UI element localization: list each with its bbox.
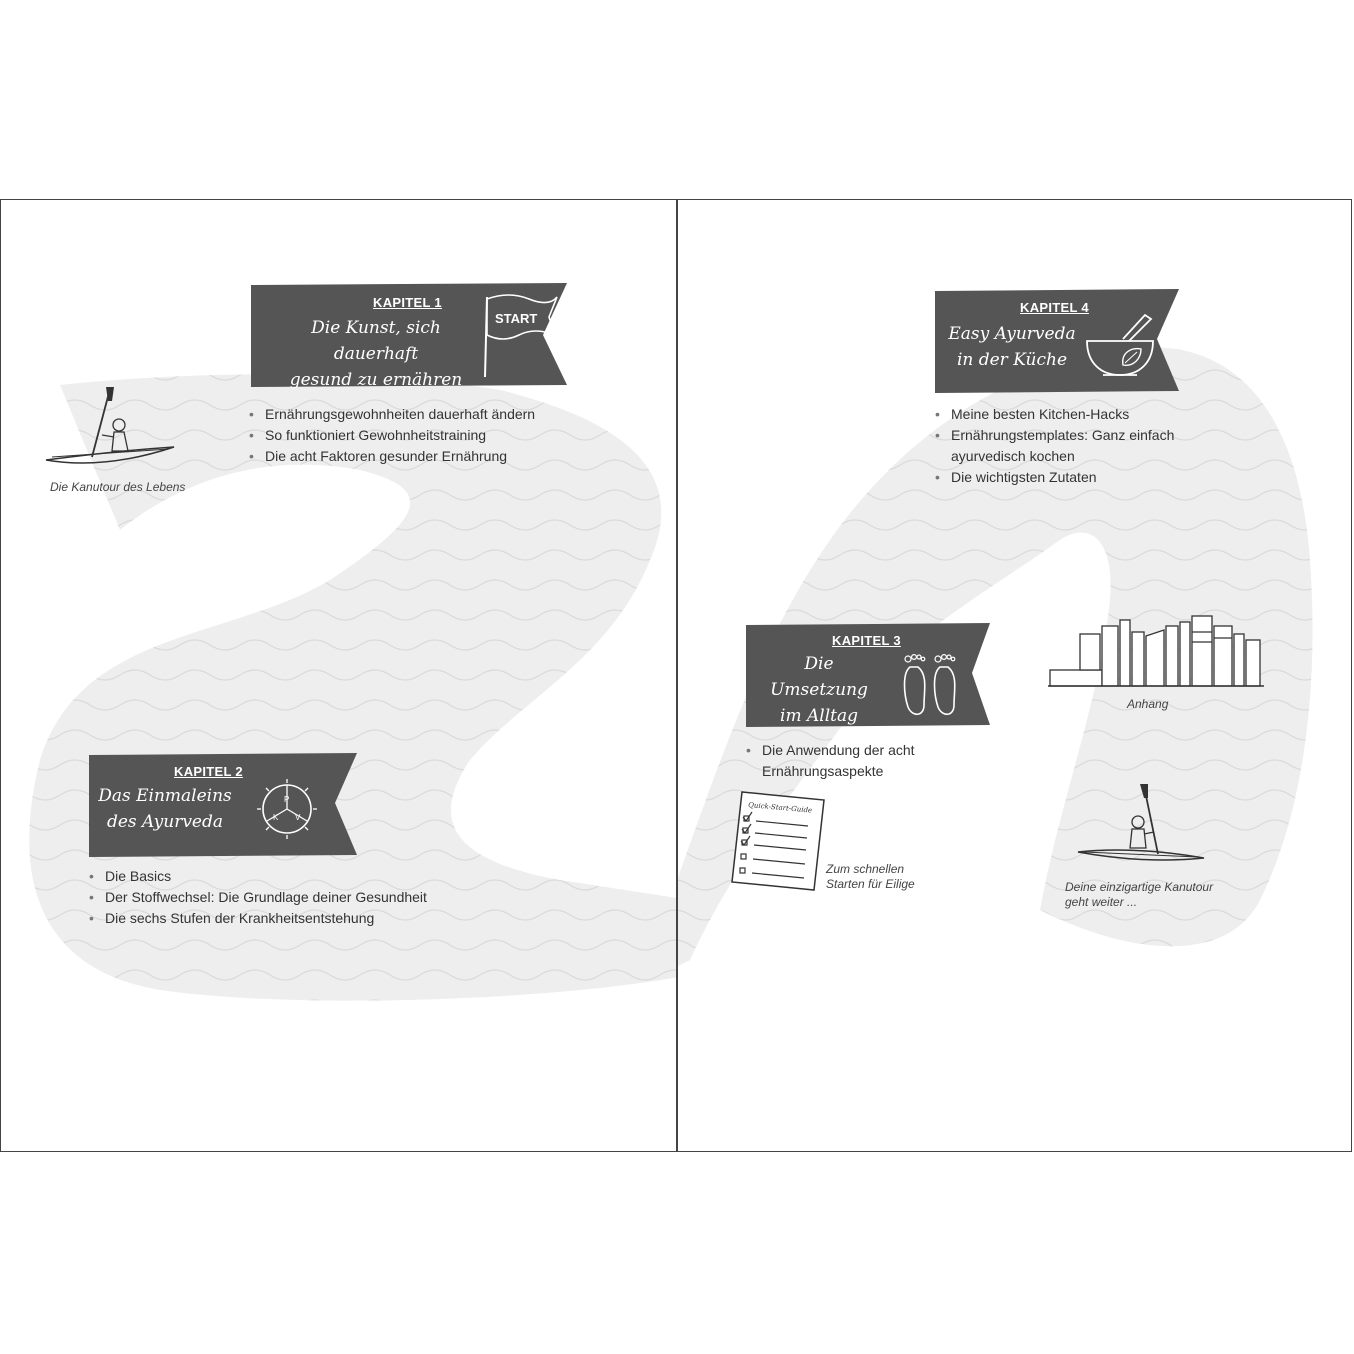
chapter-2-title-line1: Das Einmaleins bbox=[98, 786, 232, 806]
list-item: • Die acht Faktoren gesunder Ernährung bbox=[265, 446, 535, 467]
list-item: • Ernährungstemplates: Ganz einfach bbox=[951, 425, 1174, 446]
dosha-letter-v: V bbox=[295, 813, 301, 822]
chapter-1-banner bbox=[251, 283, 569, 390]
start-flag-icon bbox=[479, 291, 559, 379]
list-item: • Die Anwendung der acht bbox=[762, 740, 915, 761]
chapter-2-banner bbox=[89, 753, 359, 857]
caption-kanutour-end-line2: geht weiter ... bbox=[1065, 895, 1138, 909]
chapter-4-label: KAPITEL 4 bbox=[1020, 300, 1089, 315]
chapter-2-label: KAPITEL 2 bbox=[174, 764, 243, 779]
page-divider bbox=[676, 199, 678, 1152]
chapter-2-title-line2: des Ayurveda bbox=[106, 812, 224, 832]
kayak-icon bbox=[44, 385, 179, 475]
chapter-3-title bbox=[754, 651, 884, 729]
caption-kanutour-start: Die Kanutour des Lebens bbox=[50, 480, 186, 494]
chapter-2-points bbox=[89, 866, 427, 929]
chapter-4-title-line2: in der Küche bbox=[956, 350, 1068, 370]
start-flag-text: START bbox=[495, 311, 538, 326]
books-icon bbox=[1048, 612, 1266, 690]
chapter-1-title-line2: gesund zu ernähren bbox=[289, 370, 463, 390]
footprints-icon bbox=[900, 651, 964, 719]
chapter-4-points bbox=[935, 404, 1174, 488]
dosha-letter-k: K bbox=[273, 813, 279, 822]
caption-kanutour-end bbox=[1065, 880, 1213, 910]
chapter-1-title bbox=[271, 315, 481, 393]
chapter-3-points bbox=[746, 740, 915, 782]
list-item: • Ernährungsgewohnheiten dauerhaft ändern bbox=[265, 404, 535, 425]
chapter-3-title-line2: im Alltag bbox=[780, 706, 858, 726]
list-item: • So funktioniert Gewohnheitstraining bbox=[265, 425, 535, 446]
chapter-4-title-line1: Easy Ayurveda bbox=[948, 324, 1076, 344]
caption-quickstart-line2: Starten für Eilige bbox=[826, 877, 915, 891]
kayak-end-icon bbox=[1074, 782, 1209, 872]
dosha-letter-p: P bbox=[284, 795, 290, 804]
quickstart-title: Quick-Start-Guide bbox=[747, 801, 813, 815]
list-item: • Die wichtigsten Zutaten bbox=[951, 467, 1174, 488]
list-item: • Meine besten Kitchen-Hacks bbox=[951, 404, 1174, 425]
chapter-3-banner bbox=[746, 623, 992, 727]
chapter-3-title-line1: Die Umsetzung bbox=[770, 654, 868, 700]
chapter-1-title-line1: Die Kunst, sich dauerhaft bbox=[311, 318, 441, 364]
chapter-3-label: KAPITEL 3 bbox=[832, 633, 901, 648]
list-item-continuation: Ernährungsaspekte bbox=[762, 763, 884, 779]
checklist-icon bbox=[728, 790, 826, 892]
list-item: • Der Stoffwechsel: Die Grundlage deiner Gesundheit bbox=[105, 887, 427, 908]
caption-kanutour-end-line1: Deine einzigartige Kanutour bbox=[1065, 880, 1214, 894]
caption-quickstart-line1: Zum schnellen bbox=[826, 862, 905, 876]
chapter-4-title bbox=[947, 321, 1077, 373]
mortar-icon bbox=[1083, 311, 1157, 381]
chapter-1-label: KAPITEL 1 bbox=[373, 295, 442, 310]
chapter-1-points bbox=[249, 404, 535, 467]
list-item: • Die sechs Stufen der Krankheitsentstehung bbox=[105, 908, 427, 929]
caption-quickstart bbox=[826, 862, 915, 892]
chapter-4-banner bbox=[935, 289, 1181, 393]
chapter-2-title bbox=[95, 783, 235, 835]
list-item-continuation: ayurvedisch kochen bbox=[951, 448, 1075, 464]
caption-anhang: Anhang bbox=[1127, 697, 1169, 711]
dosha-compass-icon bbox=[255, 777, 319, 841]
list-item: • Die Basics bbox=[105, 866, 427, 887]
